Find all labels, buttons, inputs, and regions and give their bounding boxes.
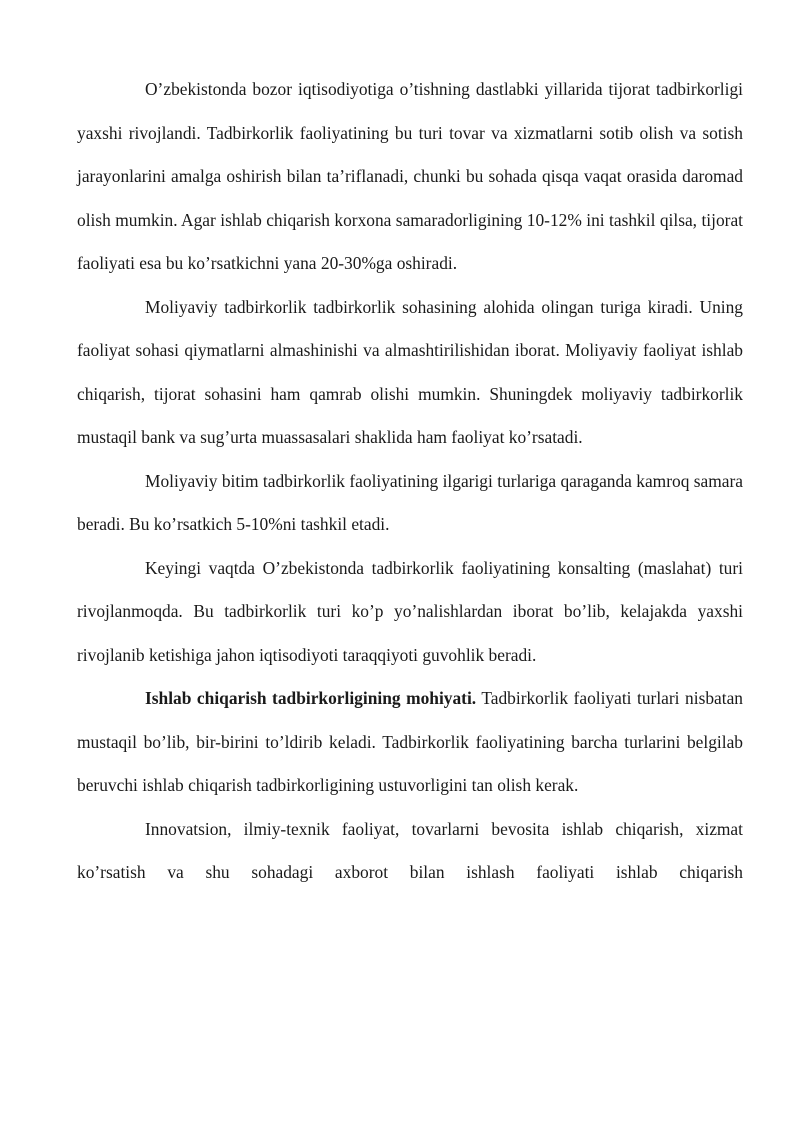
paragraph-consulting [77, 547, 743, 678]
paragraph-text: Moliyaviy bitim tadbirkorlik faoliyatining ilgarigi turlariga qaraganda kamroq samara beradi. Bu ko’rsatkich 5-10%ni tashkil etadi. [77, 470, 743, 534]
paragraph-text: Keyingi vaqtda O’zbekistonda tadbirkorlik faoliyatining konsalting (maslahat) turi rivojlanmoqda. Bu tadbirkorlik turi ko’p yo’nalishlardan iborat bo’lib, kelajakda yaxshi rivojlanib ketishiga jahon iqtisodiyoti taraqqiyoti guvohlik beradi. [77, 557, 743, 665]
paragraph-production-essence [77, 677, 743, 808]
paragraph-financial-entrepreneurship [77, 286, 743, 460]
paragraph-trade-entrepreneurship [77, 68, 743, 286]
paragraph-text: Tadbirkorlik faoliyati turlari nisbatan mustaqil bo’lib, bir-birini to’ldirib keladi. Tadbirkorlik faoliyatining barcha turlarini belgilab beruvchi ishlab chiqarish tadbirkorligining ustuvorligini tan olish kerak. [77, 688, 743, 795]
section-heading: Ishlab chiqarish tadbirkorligining mohiyati. [145, 688, 477, 708]
paragraph-innovation [77, 808, 743, 895]
paragraph-text: O’zbekistonda bozor iqtisodiyotiga o’tishning dastlabki yillarida tijorat tadbirkorligi yaxshi rivojlandi. Tadbirkorlik faoliyatining bu turi tovar va xizmatlarni sotib olish va sotish jarayonlarini amalga oshirish bilan ta’riflanadi, chunki bu sohada qisqa vaqat orasida daromad olish mumkin. Agar ishlab chiqarish korxona samaradorligining 10-12% ini tashkil qilsa, tijorat faoliyati esa bu ko’rsatkichni yana 20-30%ga oshiradi. [77, 79, 743, 273]
paragraph-text: Innovatsion, ilmiy-texnik faoliyat, tovarlarni bevosita ishlab chiqarish, xizmat ko’rsatish va shu sohadagi axborot bilan ishlash faoliyati ishlab chiqarish [77, 818, 743, 882]
document-page [77, 68, 743, 895]
paragraph-text: Moliyaviy tadbirkorlik tadbirkorlik sohasining alohida olingan turiga kiradi. Uning faoliyat sohasi qiymatlarni almashinishi va almashtirilishidan iborat. Moliyaviy faoliyat ishlab chiqarish, tijorat sohasini ham qamrab olishi mumkin. Shuningdek moliyaviy tadbirkorlik mustaqil bank va sug’urta muassasalari shaklida ham faoliyat ko’rsatadi. [77, 296, 743, 447]
paragraph-financial-transaction [77, 460, 743, 547]
